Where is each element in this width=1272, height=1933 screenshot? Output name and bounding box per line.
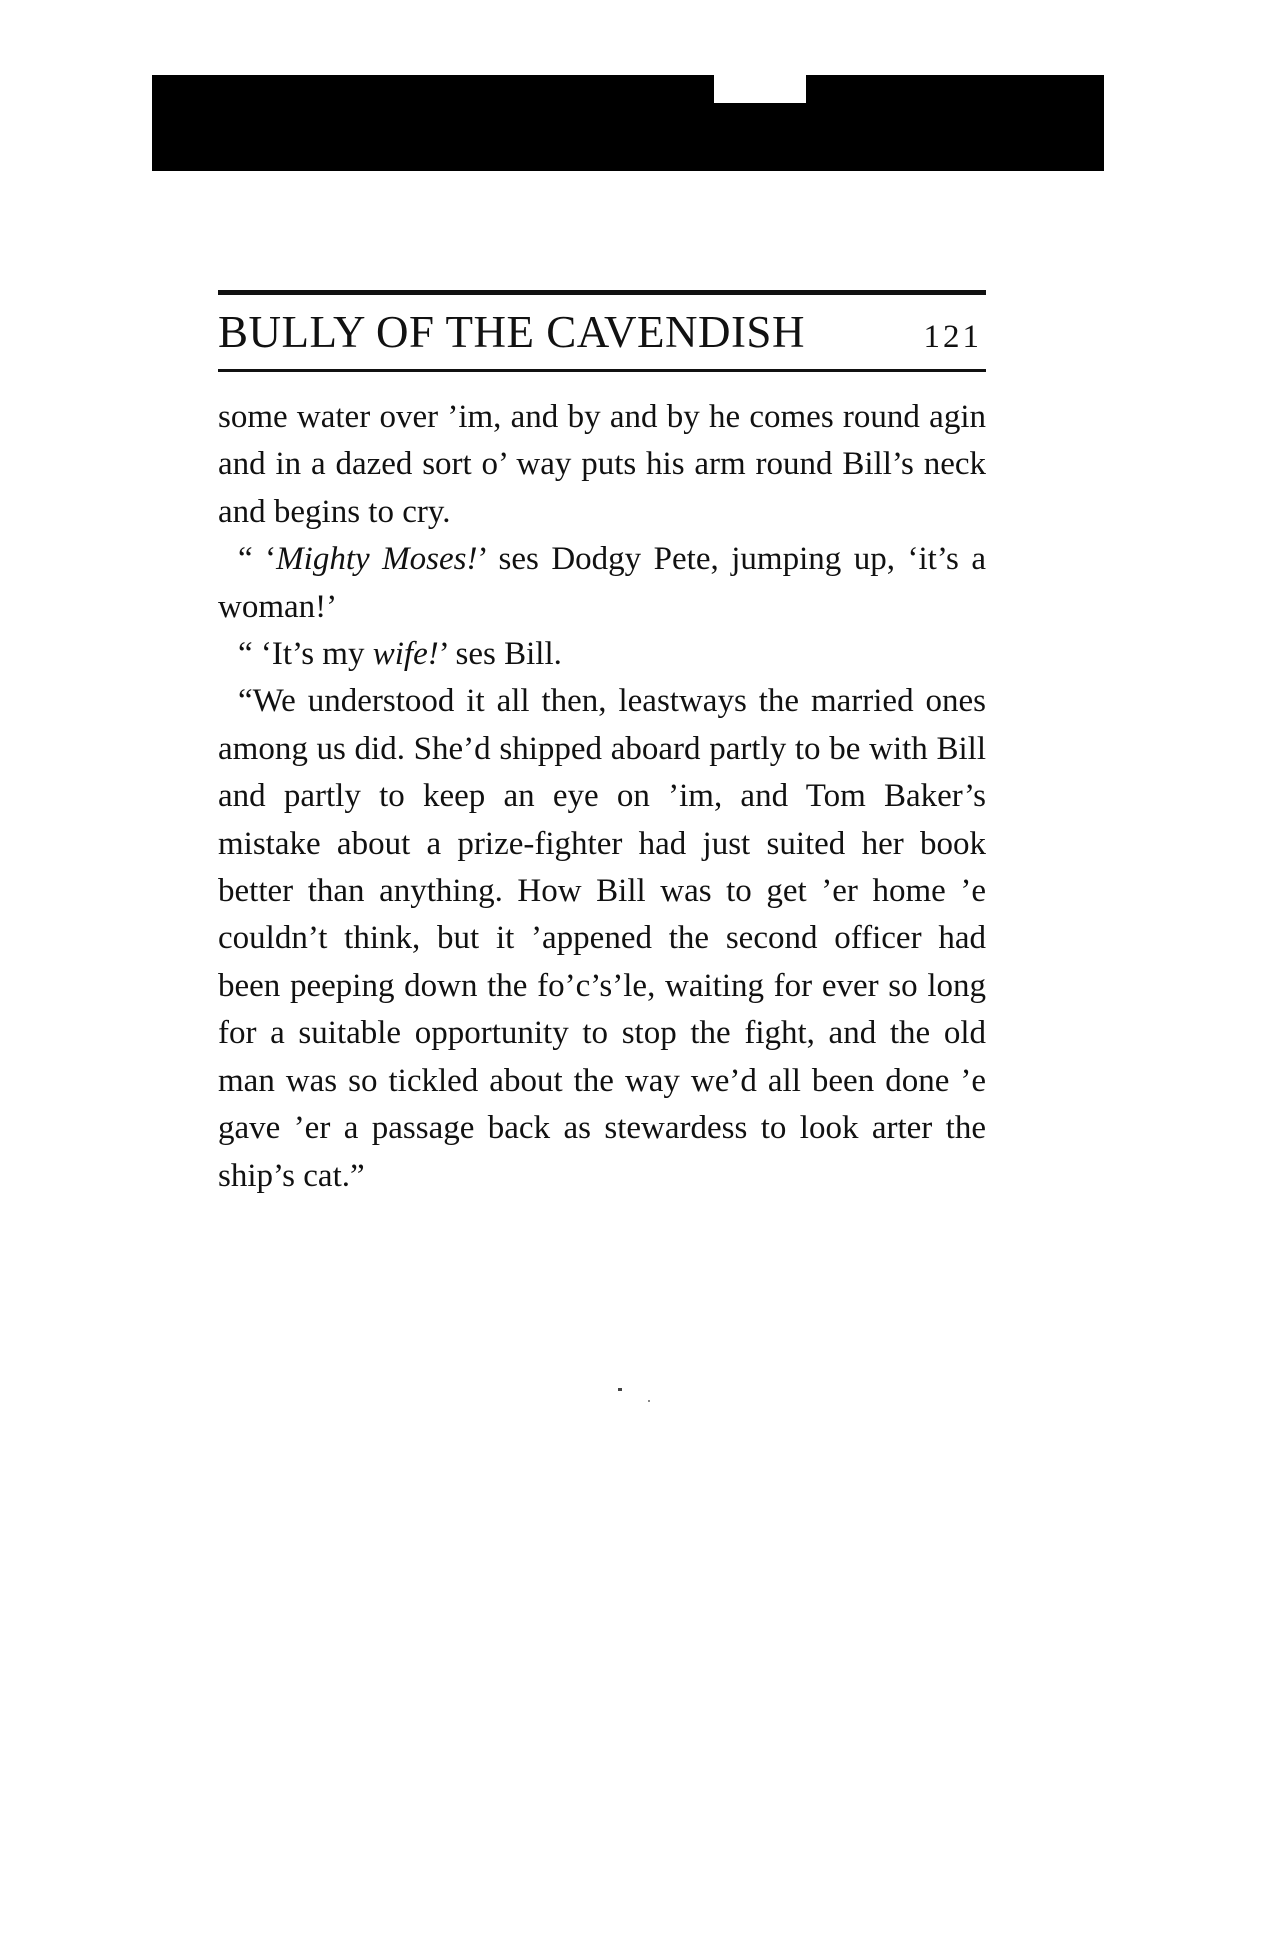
scan-speck bbox=[648, 1400, 650, 1402]
scan-notch bbox=[714, 75, 806, 103]
paragraph-1: some water over ’im, and by and by he comes round agin and in a dazed sort o’ way puts his arm round Bill’s neck and begins to cry. bbox=[218, 399, 986, 530]
paragraph-2-rest: ’ ses Dodgy Pete, jumping up, ‘it’s a woman!’ bbox=[218, 541, 986, 625]
paragraph-3 bbox=[218, 631, 986, 678]
paragraph-2-exclamation: Mighty Moses! bbox=[276, 541, 478, 578]
header-bottom-rule bbox=[218, 369, 986, 372]
paragraph-2-open-quote: “ ‘ bbox=[238, 541, 277, 578]
paragraph-2 bbox=[218, 536, 986, 631]
scan-speck bbox=[618, 1388, 622, 1391]
scan-black-bar bbox=[152, 75, 1104, 171]
paragraph-3-open: “ ‘It’s my bbox=[238, 636, 373, 673]
running-head bbox=[218, 303, 986, 361]
book-page bbox=[218, 290, 986, 1200]
body-text bbox=[218, 394, 986, 1200]
running-title: BULLY OF THE CAVENDISH bbox=[218, 307, 805, 357]
page-number: 121 bbox=[923, 319, 982, 355]
paragraph-3-exclamation: wife! bbox=[372, 636, 439, 673]
paragraph-4: “We understood it all then, leastways the married ones among us did. She’d shipped aboard partly to be with Bill and partly to keep an eye on ’im, and Tom Baker’s mistake about a prize-fighter had just suited her book better than anything. How Bill was to get ’er home ’e couldn’t think, but it ’appened the second officer had been peeping down the fo’c’s’le, waiting for ever so long for a suitable opportunity to stop the fight, and the old man was so tickled about the way we’d all been done ’e gave ’er a passage back as stewardess to look arter the ship’s cat.” bbox=[218, 683, 986, 1194]
header-top-rule bbox=[218, 290, 986, 295]
paragraph-3-rest: ’ ses Bill. bbox=[438, 636, 562, 673]
